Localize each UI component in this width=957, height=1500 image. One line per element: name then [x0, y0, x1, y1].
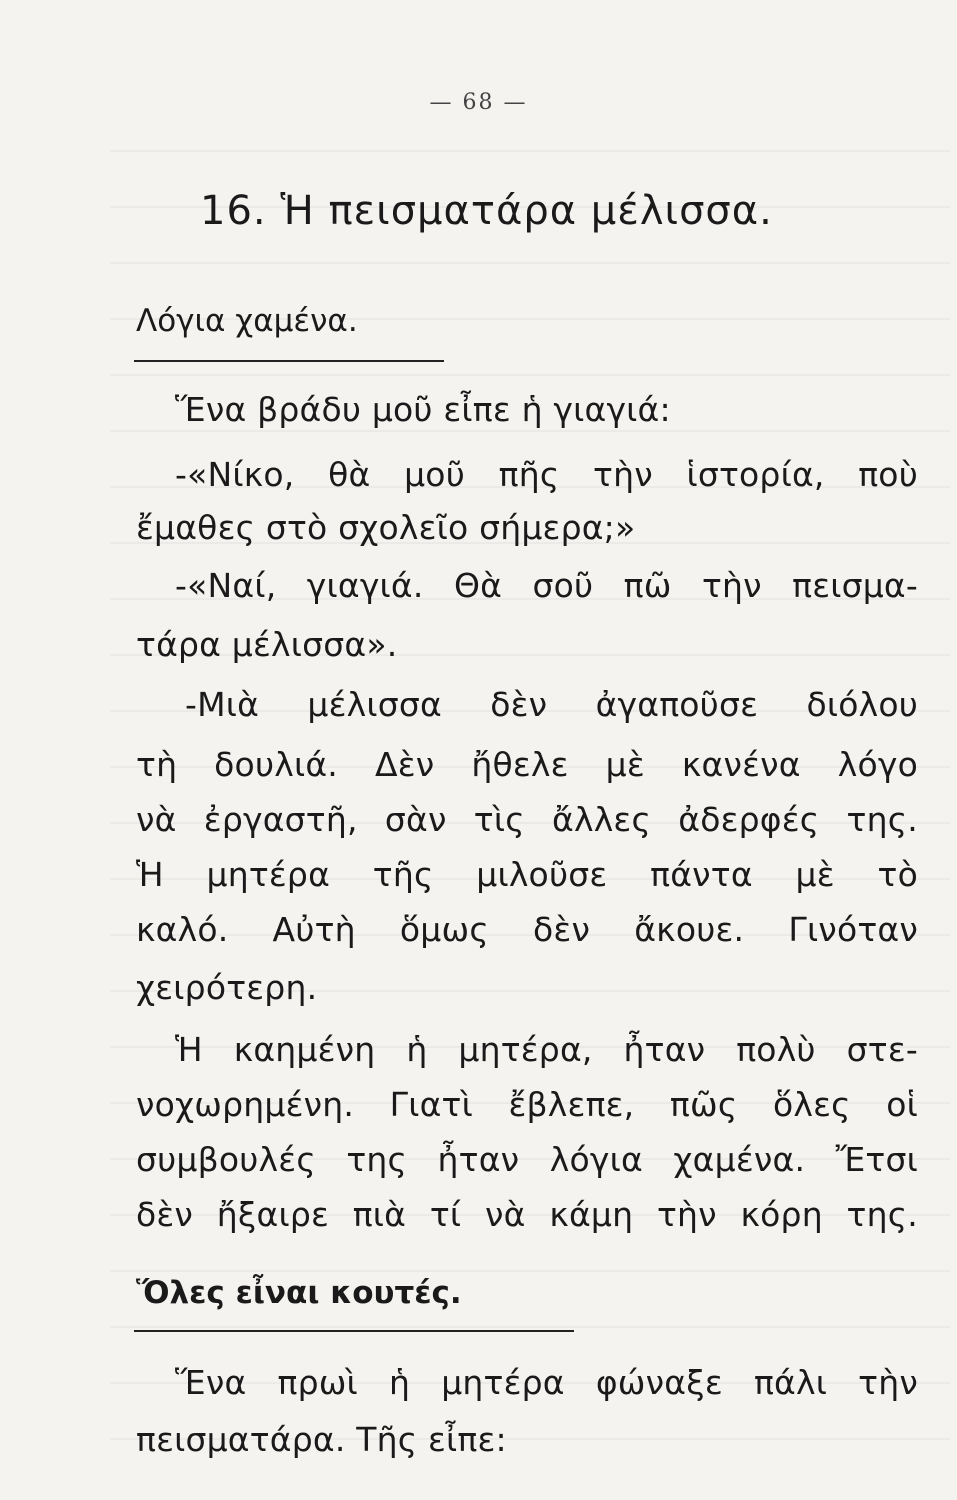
text-line: χειρότερη.	[136, 968, 318, 1007]
text-line: -«Ναί, γιαγιά. Θὰ σοῦ πῶ τὴν πεισμα-	[175, 566, 918, 605]
section-heading: Ὅλες εἶναι κουτές.	[136, 1275, 462, 1311]
text-line: τὴ δουλιά. Δὲν ἤθελε μὲ κανένα λόγο	[136, 745, 918, 784]
text-line: νοχωρημένη. Γιατὶ ἔβλεπε, πῶς ὅλες οἱ	[136, 1085, 918, 1124]
text-line: Ἡ μητέρα τῆς μιλοῦσε πάντα μὲ τὸ	[136, 855, 918, 894]
text-line: νὰ ἐργαστῆ, σὰν τὶς ἄλλες ἀδερφές της.	[136, 800, 918, 839]
chapter-title: 16. Ἡ πεισματάρα μέλισσα.	[200, 188, 773, 234]
text-line: δὲν ἤξαιρε πιὰ τί νὰ κάμη τὴν κόρη της.	[136, 1195, 918, 1234]
text-line: καλό. Αὐτὴ ὅμως δὲν ἄκουε. Γινόταν	[136, 910, 918, 949]
text-line: πεισματάρα. Τῆς εἶπε:	[136, 1420, 507, 1459]
text-line: τάρα μέλισσα».	[136, 625, 398, 664]
page-number: — 68 —	[429, 90, 528, 115]
text-line: ἔμαθες στὸ σχολεῖο σήμερα;»	[136, 508, 636, 547]
text-line: συμβουλές της ἦταν λόγια χαμένα. Ἔτσι	[136, 1140, 918, 1179]
section-heading: Λόγια χαμένα.	[136, 303, 358, 339]
heading-underline	[134, 1330, 574, 1332]
text-line: -«Νίκο, θὰ μοῦ πῆς τὴν ἱστορία, ποὺ	[175, 455, 918, 494]
text-line: Ἡ καημένη ἡ μητέρα, ἦταν πολὺ στε-	[175, 1030, 918, 1069]
text-line: -Μιὰ μέλισσα δὲν ἀγαποῦσε διόλου	[185, 685, 918, 724]
text-line: Ἕνα βράδυ μοῦ εἶπε ἡ γιαγιά:	[175, 390, 671, 429]
text-line: Ἕνα πρωὶ ἡ μητέρα φώναξε πάλι τὴν	[175, 1363, 918, 1402]
heading-underline	[134, 360, 444, 362]
